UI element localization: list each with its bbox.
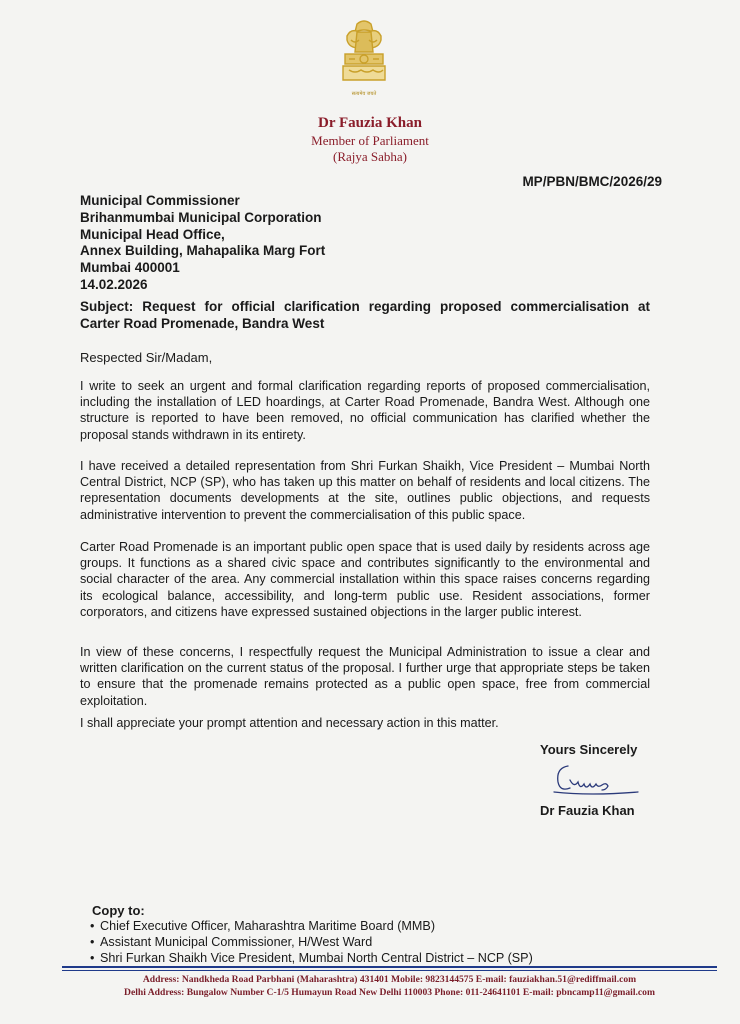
letterhead-name: Dr Fauzia Khan (318, 115, 422, 131)
copy-to-title: Copy to: (92, 903, 145, 918)
footer-divider (62, 966, 717, 968)
footer-delhi-address: Delhi Address: Bungalow Number C-1/5 Humayun Road New Delhi 110003 Phone: 011-24641101 E-mail: pbncamp11@gmail.com (124, 987, 655, 998)
recipient-address (80, 193, 325, 294)
recipient-line: Annex Building, Mahapalika Marg Fort (80, 243, 326, 259)
body-paragraph: In view of these concerns, I respectfully request the Municipal Administration to issue a clear and written clarification on the current status of the proposal. I further urge that appropriate steps be taken to ensure that the promenade remains protected as a public open space, free from commercial exploitation. (80, 645, 650, 708)
subject-line: Subject: Request for official clarification regarding proposed commercialisation at Carter Road Promenade, Bandra West (80, 299, 650, 331)
letterhead-house: (Rajya Sabha) (332, 149, 407, 164)
signature-image (540, 758, 640, 802)
emblem-caption: सत्यमेव जयते (351, 91, 377, 97)
signer-name: Dr Fauzia Khan (540, 803, 635, 818)
national-emblem-icon (335, 18, 393, 100)
recipient-line: Municipal Head Office, (80, 226, 225, 242)
footer-address: Address: Nandkheda Road Parbhani (Maharashtra) 431401 Mobile: 9823144575 E-mail: fauziakhan.51@rediffmail.com (142, 974, 637, 985)
reference-number: MP/PBN/BMC/2026/29 (522, 174, 662, 189)
body-paragraph: I have received a detailed representation from Shri Furkan Shaikh, Vice President – Mumbai North Central District, NCP (SP), who has taken up this matter on behalf of residents and local citizens. The representation documents developments at the site, outlines public objections, and requests administrative intervention to prevent the commercialisation of this public space. (80, 459, 650, 522)
body-paragraph: I shall appreciate your prompt attention and necessary action in this matter. (80, 716, 499, 730)
closing-line: Yours Sincerely (540, 742, 638, 757)
footer-divider (62, 970, 717, 971)
salutation: Respected Sir/Madam, (80, 350, 213, 365)
list-item: • Shri Furkan Shaikh Vice President, Mumbai North Central District – NCP (SP) (90, 950, 533, 966)
list-item: • Assistant Municipal Commissioner, H/West Ward (90, 934, 533, 950)
body-paragraph: I write to seek an urgent and formal clarification regarding reports of proposed commercialisation, including the installation of LED hoardings, at Carter Road Promenade, Bandra West. Although one structure is reported to have been removed, no official communication has clarified whether the proposal stands withdrawn in its entirety. (80, 379, 650, 442)
body-paragraph: Carter Road Promenade is an important public open space that is used daily by residents across age groups. It functions as a shared civic space and contributes significantly to the environmental and social character of the area. Any commercial installation within this space raises concerns regarding its ecological balance, accessibility, and long-term public use. Resident associations, former corporators, and citizens have expressed sustained objections in the larger public interest. (80, 540, 650, 619)
list-item: • Chief Executive Officer, Maharashtra Maritime Board (MMB) (90, 918, 533, 934)
letter-date: 14.02.2026 (80, 276, 148, 292)
recipient-line: Municipal Commissioner (80, 193, 240, 208)
recipient-line: Mumbai 400001 (80, 260, 180, 276)
copy-to-list (90, 918, 533, 966)
letterhead-role: Member of Parliament (311, 133, 429, 148)
recipient-line: Brihanmumbai Municipal Corporation (80, 209, 322, 225)
